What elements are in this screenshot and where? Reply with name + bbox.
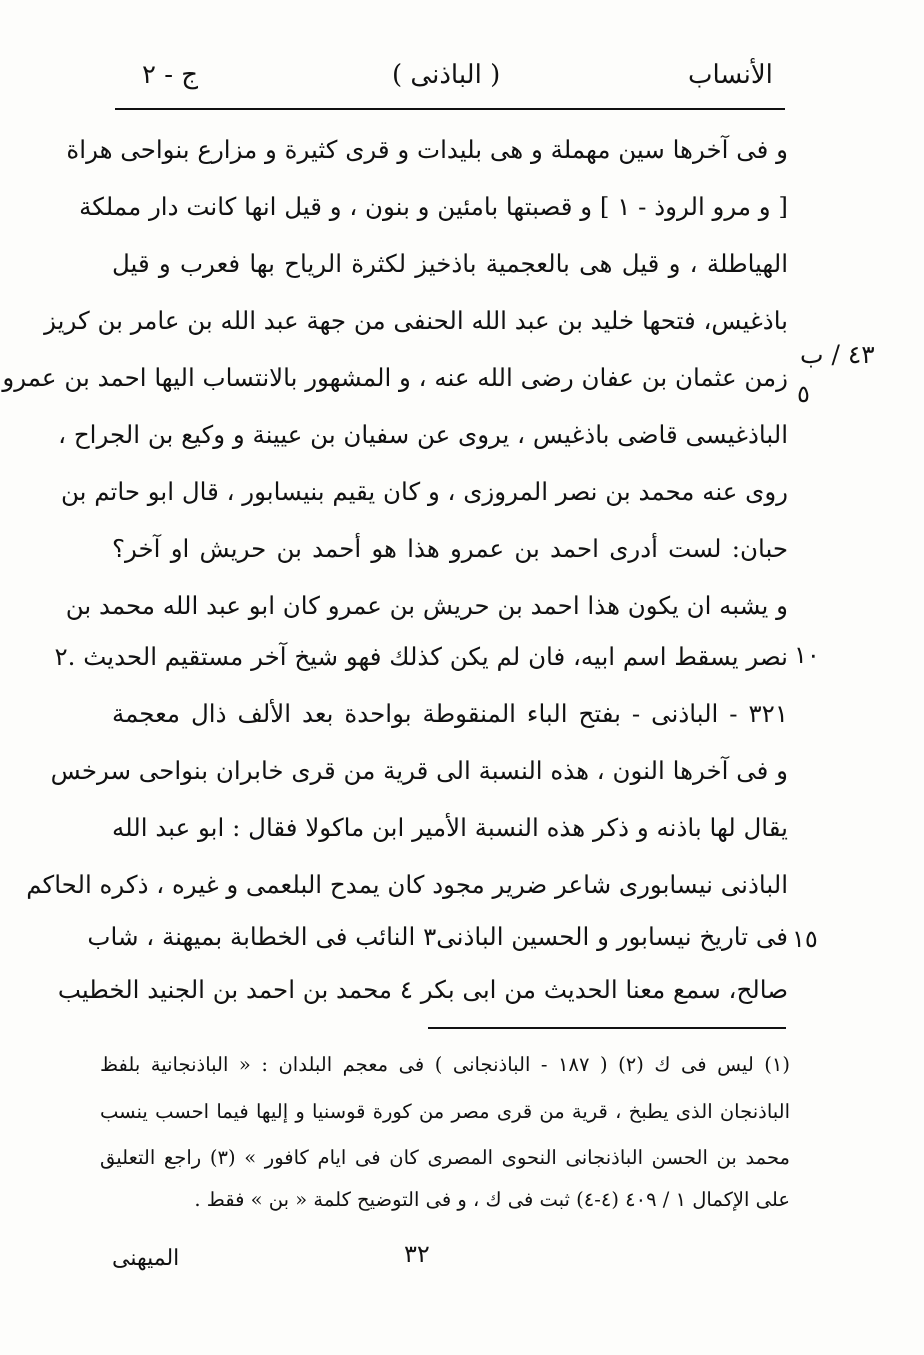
entry-321-heading-line: ٣٢١ - الباذنى - بفتح الباء المنقوطة بواحدة بعد الألف ذال معجمة [112, 699, 788, 728]
running-title: الأنساب [688, 60, 773, 90]
body-line: و يشبه ان يكون هذا احمد بن حريش بن عمرو كان ابو عبد الله محمد بن [65, 591, 788, 620]
body-line: حبان: لست أدرى احمد بن عمرو هذا هو أحمد بن حريش او آخر؟ [112, 534, 788, 563]
line-number-5: ٥ [797, 380, 810, 408]
footnote-line: الباذنجان الذى يطبخ ، قرية من قرى مصر من كورة قوسنيا و إليها فيما احسب ينسب [100, 1100, 790, 1123]
body-line: الباذنى نيسابورى شاعر ضرير مجود كان يمدح البلعمى و غيره ، ذكره الحاكم [26, 870, 788, 899]
footnote-line: (١) ليس فى ك (٢) ( ١٨٧ - الباذنجانى ) فى معجم البلدان : « الباذنجانية بلفظ [100, 1053, 790, 1076]
body-line: الباذغيسى قاضى باذغيس ، يروى عن سفيان بن عيينة و وكيع بن الجراح ، [58, 420, 788, 449]
line-number-10: ١٠ [794, 641, 820, 669]
body-line: و فى آخرها سين مهملة و هى بليدات و قرى كثيرة و مزارع بنواحى هراة [66, 135, 788, 164]
footnote-rule [428, 1027, 786, 1029]
body-line: روى عنه محمد بن نصر المروزى ، و كان يقيم بنيسابور ، قال ابو حاتم بن [61, 477, 788, 506]
body-line: يقال لها باذنه و ذكر هذه النسبة الأمير ابن ماكولا فقال : ابو عبد الله [112, 813, 788, 842]
footnote-line: محمد بن الحسن الباذنجانى النحوى المصرى كان فى ايام كافور » (٣) راجع التعليق [100, 1146, 790, 1169]
printer-signature: الميهنى [112, 1246, 180, 1271]
folio-marker: ٤٣ / ب [800, 340, 875, 369]
page-number: ٣٢ [404, 1240, 430, 1268]
body-line: باذغيس، فتحها خليد بن عبد الله الحنفى من جهة عبد الله بن عامر بن كريز [44, 306, 788, 335]
body-line: زمن عثمان بن عفان رضى الله عنه ، و المشهور بالانتساب اليها احمد بن عمرو [2, 363, 788, 392]
body-line: [ و مرو الروذ - ١ ] و قصبتها بامئين و بنون ، و قيل انها كانت دار مملكة [79, 192, 788, 221]
body-line: صالح، سمع معنا الحديث من ابى بكر ٤ محمد بن احمد بن الجنيد الخطيب [57, 975, 788, 1004]
volume-label: ج - ٢ [142, 60, 199, 90]
body-line: نصر يسقط اسم ابيه، فان لم يكن كذلك فهو شيخ آخر مستقيم الحديث .٢ [54, 642, 788, 671]
entry-heading: ( الباذنى ) [392, 60, 501, 90]
body-line: فى تاريخ نيسابور و الحسين الباذنى٣ النائب فى الخطابة بميهنة ، شاب [87, 922, 788, 951]
body-line: و فى آخرها النون ، هذه النسبة الى قرية من قرى خابران بنواحى سرخس [50, 756, 788, 785]
line-number-15: ١٥ [792, 925, 818, 953]
header-rule [115, 108, 785, 110]
footnote-line: على الإكمال ١ / ٤٠٩ (٤-٤) ثبت فى ك ، و فى التوضيح كلمة « بن » فقط . [194, 1188, 790, 1211]
body-line: الهياطلة ، و قيل هى بالعجمية باذخيز لكثرة الرياح بها فعرب و قيل [112, 249, 788, 278]
